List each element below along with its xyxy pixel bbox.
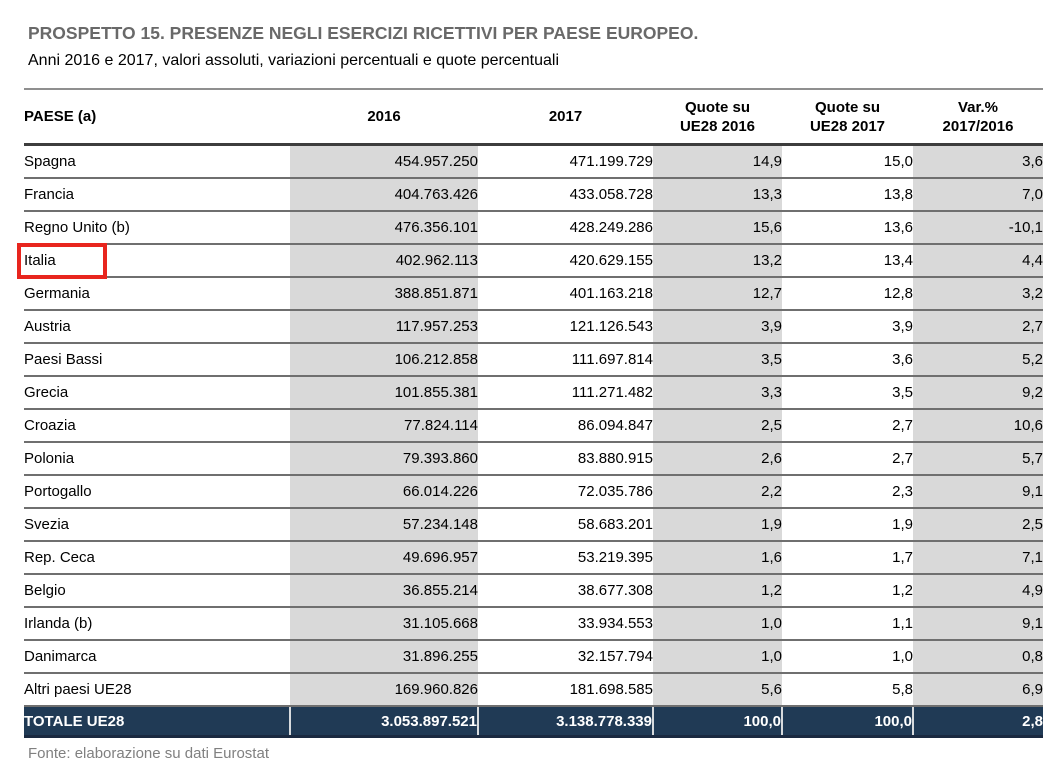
value-cell: 2,7: [782, 409, 913, 442]
table-row: [24, 343, 1043, 376]
value-cell: 121.126.543: [478, 310, 653, 343]
table-row: [24, 673, 1043, 706]
value-cell: 5,7: [913, 442, 1043, 475]
column-header-y2016: 2016: [290, 89, 478, 145]
column-header-paese: PAESE (a): [24, 89, 290, 145]
country-cell: Regno Unito (b): [24, 211, 290, 244]
column-header-quota2017: Quote su UE28 2017: [782, 89, 913, 145]
value-cell: 1,0: [653, 640, 782, 673]
value-cell: 420.629.155: [478, 244, 653, 277]
value-cell: 388.851.871: [290, 277, 478, 310]
value-cell: 402.962.113: [290, 244, 478, 277]
value-cell: 9,1: [913, 607, 1043, 640]
value-cell: 3,6: [913, 145, 1043, 179]
table-row: [24, 211, 1043, 244]
value-cell: 9,1: [913, 475, 1043, 508]
table-row: [24, 409, 1043, 442]
value-cell: 9,2: [913, 376, 1043, 409]
value-cell: 3,3: [653, 376, 782, 409]
value-cell: 117.957.253: [290, 310, 478, 343]
country-cell: Francia: [24, 178, 290, 211]
table-row: [24, 145, 1043, 179]
table-row: [24, 277, 1043, 310]
value-cell: 31.105.668: [290, 607, 478, 640]
value-cell: 5,8: [782, 673, 913, 706]
value-cell: 12,7: [653, 277, 782, 310]
table-row: [24, 244, 1043, 277]
value-cell: 476.356.101: [290, 211, 478, 244]
source-note: Fonte: elaborazione su dati Eurostat: [28, 745, 269, 762]
table-row: [24, 475, 1043, 508]
value-cell: 1,9: [653, 508, 782, 541]
value-cell: 471.199.729: [478, 145, 653, 179]
value-cell: 2,3: [782, 475, 913, 508]
value-cell: 7,0: [913, 178, 1043, 211]
country-cell: Spagna: [24, 145, 290, 179]
country-cell: Altri paesi UE28: [24, 673, 290, 706]
total-row: [24, 706, 1043, 737]
table-row: [24, 574, 1043, 607]
country-cell: Polonia: [24, 442, 290, 475]
value-cell: 13,4: [782, 244, 913, 277]
table-row: [24, 310, 1043, 343]
value-cell: 1,0: [653, 607, 782, 640]
value-cell: 86.094.847: [478, 409, 653, 442]
country-cell: Austria: [24, 310, 290, 343]
value-cell: 1,2: [653, 574, 782, 607]
table-subtitle: Anni 2016 e 2017, valori assoluti, variazioni percentuali e quote percentuali: [28, 52, 560, 69]
value-cell: 433.058.728: [478, 178, 653, 211]
value-cell: 15,0: [782, 145, 913, 179]
value-cell: 3,5: [653, 343, 782, 376]
value-cell: 2,6: [653, 442, 782, 475]
country-cell: TOTALE UE28: [24, 706, 290, 737]
value-cell: 38.677.308: [478, 574, 653, 607]
value-cell: 428.249.286: [478, 211, 653, 244]
highlight-box: [17, 243, 107, 279]
value-cell: 401.163.218: [478, 277, 653, 310]
value-cell: 3,9: [653, 310, 782, 343]
value-cell: 36.855.214: [290, 574, 478, 607]
value-cell: 1,9: [782, 508, 913, 541]
table-row: [24, 640, 1043, 673]
column-header-quota2016: Quote su UE28 2016: [653, 89, 782, 145]
value-cell: 13,8: [782, 178, 913, 211]
value-cell: 77.824.114: [290, 409, 478, 442]
value-cell: 15,6: [653, 211, 782, 244]
country-cell: Croazia: [24, 409, 290, 442]
table-row: [24, 376, 1043, 409]
value-cell: 111.697.814: [478, 343, 653, 376]
country-cell: Belgio: [24, 574, 290, 607]
value-cell: 0,8: [913, 640, 1043, 673]
value-cell: 2,7: [782, 442, 913, 475]
value-cell: 13,3: [653, 178, 782, 211]
country-cell: Germania: [24, 277, 290, 310]
table-row: [24, 178, 1043, 211]
value-cell: 13,2: [653, 244, 782, 277]
value-cell: 2,8: [913, 706, 1043, 737]
value-cell: 2,5: [913, 508, 1043, 541]
country-cell: Grecia: [24, 376, 290, 409]
value-cell: 49.696.957: [290, 541, 478, 574]
value-cell: 4,4: [913, 244, 1043, 277]
value-cell: 58.683.201: [478, 508, 653, 541]
value-cell: 12,8: [782, 277, 913, 310]
value-cell: 1,7: [782, 541, 913, 574]
value-cell: 1,0: [782, 640, 913, 673]
value-cell: 404.763.426: [290, 178, 478, 211]
value-cell: 5,6: [653, 673, 782, 706]
value-cell: 100,0: [653, 706, 782, 737]
value-cell: 3,5: [782, 376, 913, 409]
value-cell: 181.698.585: [478, 673, 653, 706]
value-cell: 53.219.395: [478, 541, 653, 574]
country-cell: Italia: [24, 244, 290, 277]
value-cell: 3.138.778.339: [478, 706, 653, 737]
value-cell: 111.271.482: [478, 376, 653, 409]
value-cell: 1,6: [653, 541, 782, 574]
value-cell: 33.934.553: [478, 607, 653, 640]
table-row: [24, 607, 1043, 640]
value-cell: 3.053.897.521: [290, 706, 478, 737]
value-cell: 4,9: [913, 574, 1043, 607]
value-cell: 6,9: [913, 673, 1043, 706]
presenze-table: [24, 88, 1043, 738]
value-cell: 57.234.148: [290, 508, 478, 541]
value-cell: 100,0: [782, 706, 913, 737]
value-cell: 66.014.226: [290, 475, 478, 508]
table-row: [24, 541, 1043, 574]
country-cell: Danimarca: [24, 640, 290, 673]
value-cell: 3,2: [913, 277, 1043, 310]
value-cell: 454.957.250: [290, 145, 478, 179]
value-cell: 1,1: [782, 607, 913, 640]
value-cell: 31.896.255: [290, 640, 478, 673]
country-cell: Paesi Bassi: [24, 343, 290, 376]
value-cell: 101.855.381: [290, 376, 478, 409]
value-cell: 3,9: [782, 310, 913, 343]
value-cell: 13,6: [782, 211, 913, 244]
value-cell: 14,9: [653, 145, 782, 179]
country-cell: Svezia: [24, 508, 290, 541]
value-cell: 5,2: [913, 343, 1043, 376]
value-cell: 3,6: [782, 343, 913, 376]
value-cell: 1,2: [782, 574, 913, 607]
column-header-var: Var.% 2017/2016: [913, 89, 1043, 145]
table-title: PROSPETTO 15. PRESENZE NEGLI ESERCIZI RICETTIVI PER PAESE EUROPEO.: [28, 23, 699, 43]
table-header-row: [24, 89, 1043, 145]
value-cell: 2,7: [913, 310, 1043, 343]
country-cell: Rep. Ceca: [24, 541, 290, 574]
value-cell: 7,1: [913, 541, 1043, 574]
country-cell: Portogallo: [24, 475, 290, 508]
country-cell: Irlanda (b): [24, 607, 290, 640]
value-cell: 83.880.915: [478, 442, 653, 475]
value-cell: 169.960.826: [290, 673, 478, 706]
table-row: [24, 508, 1043, 541]
value-cell: 72.035.786: [478, 475, 653, 508]
column-header-y2017: 2017: [478, 89, 653, 145]
value-cell: 32.157.794: [478, 640, 653, 673]
value-cell: 10,6: [913, 409, 1043, 442]
value-cell: 2,2: [653, 475, 782, 508]
value-cell: 79.393.860: [290, 442, 478, 475]
value-cell: 106.212.858: [290, 343, 478, 376]
value-cell: -10,1: [913, 211, 1043, 244]
value-cell: 2,5: [653, 409, 782, 442]
table-row: [24, 442, 1043, 475]
